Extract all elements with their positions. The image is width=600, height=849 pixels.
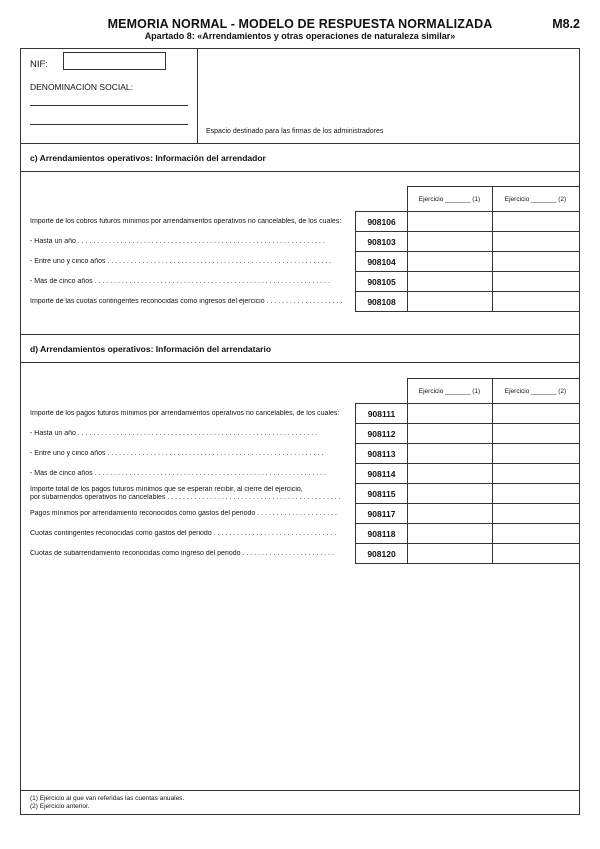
nif-field[interactable]	[63, 52, 166, 70]
row-code: 908104	[355, 251, 408, 272]
footnotes	[30, 795, 184, 811]
row-code: 908103	[355, 231, 408, 252]
nif-label: NIF:	[30, 59, 48, 70]
denominacion-line-2[interactable]	[30, 124, 188, 125]
row-label: Importe de las cuotas contingentes reconocidas como ingresos del ejercicio . . . . . . . . . . . . . . . . . . . .	[30, 298, 343, 305]
value-cell-ejercicio-2[interactable]	[493, 504, 579, 523]
col-ejercicio-2: Ejercicio _______ (2)	[504, 196, 567, 203]
row-code: 908113	[355, 443, 408, 464]
separator	[407, 378, 579, 379]
row-code: 908115	[355, 483, 408, 504]
separator	[20, 171, 580, 172]
row-label: Cuotas contingentes reconocidas como gastos del periodo . . . . . . . . . . . . . . . . . . . . . . . . . . . . . . . .	[30, 530, 337, 537]
separator	[579, 186, 580, 311]
value-cell-ejercicio-1[interactable]	[408, 484, 492, 503]
denominacion-label: DENOMINACIÓN SOCIAL:	[30, 82, 133, 92]
separator	[20, 143, 580, 144]
page-subtitle: Apartado 8: «Arrendamientos y otras operaciones de naturaleza similar»	[144, 31, 456, 41]
row-label: - Hasta un año . . . . . . . . . . . . . . . . . . . . . . . . . . . . . . . . . . . . . . . . . . . . . . . . . . . . . . . . . . . . . . . .	[30, 238, 325, 245]
separator	[20, 362, 580, 363]
value-cell-ejercicio-2[interactable]	[493, 444, 579, 463]
row-code: 908106	[355, 211, 408, 232]
row-label: Cuotas de subarrendamiento reconocidas como ingreso del periodo . . . . . . . . . . . . . . . . . . . . . . . .	[30, 550, 334, 557]
value-cell-ejercicio-2[interactable]	[493, 252, 579, 271]
value-cell-ejercicio-2[interactable]	[493, 544, 579, 563]
row-label-continued: por subarriendos operativos no cancelables . . . . . . . . . . . . . . . . . . . . . . . . . . . . . . . . . . . . . . . . . . . . .	[30, 494, 341, 501]
value-cell-ejercicio-2[interactable]	[493, 272, 579, 291]
identity-divider	[197, 48, 198, 143]
row-label: Importe de los cobros futuros mínimos por arrendamientos operativos no cancelables, de los cuales:	[30, 218, 342, 225]
col-ejercicio-1: Ejercicio _______ (1)	[418, 196, 481, 203]
value-cell-ejercicio-1[interactable]	[408, 504, 492, 523]
page-title: MEMORIA NORMAL - MODELO DE RESPUESTA NORMALIZADA	[107, 17, 493, 31]
row-label: - Hasta un año . . . . . . . . . . . . . . . . . . . . . . . . . . . . . . . . . . . . . . . . . . . . . . . . . . . . . . . . . . . . . .	[30, 430, 318, 437]
value-cell-ejercicio-2[interactable]	[493, 524, 579, 543]
row-code: 908120	[355, 543, 408, 564]
row-label: - Entre uno y cinco años . . . . . . . . . . . . . . . . . . . . . . . . . . . . . . . . . . . . . . . . . . . . . . . . . . . . . . . .	[30, 450, 324, 457]
value-cell-ejercicio-2[interactable]	[493, 404, 579, 423]
row-code: 908108	[355, 291, 408, 312]
row-code: 908111	[355, 403, 408, 424]
value-cell-ejercicio-1[interactable]	[408, 464, 492, 483]
value-cell-ejercicio-2[interactable]	[493, 212, 579, 231]
section-c-title: c) Arrendamientos operativos: Información del arrendador	[30, 153, 266, 163]
value-cell-ejercicio-1[interactable]	[408, 424, 492, 443]
value-cell-ejercicio-2[interactable]	[493, 232, 579, 251]
firmas-label: Espacio destinado para las firmas de los administradores	[206, 128, 384, 135]
value-cell-ejercicio-1[interactable]	[408, 444, 492, 463]
value-cell-ejercicio-1[interactable]	[408, 272, 492, 291]
row-label: Importe total de los pagos futuros mínimos que se esperan recibir, al cierre del ejercicio,	[30, 486, 303, 493]
value-cell-ejercicio-1[interactable]	[408, 232, 492, 251]
denominacion-line-1[interactable]	[30, 105, 188, 106]
row-label: - Más de cinco años . . . . . . . . . . . . . . . . . . . . . . . . . . . . . . . . . . . . . . . . . . . . . . . . . . . . . . . . . . . . .	[30, 278, 330, 285]
row-label: - Más de cinco años . . . . . . . . . . . . . . . . . . . . . . . . . . . . . . . . . . . . . . . . . . . . . . . . . . . . . . . . . . . .	[30, 470, 327, 477]
row-code: 908118	[355, 523, 408, 544]
section-d-title: d) Arrendamientos operativos: Información del arrendatario	[30, 344, 272, 354]
value-cell-ejercicio-1[interactable]	[408, 292, 492, 311]
separator	[20, 334, 580, 335]
value-cell-ejercicio-2[interactable]	[493, 484, 579, 503]
footnote-2: (2) Ejercicio anterior.	[30, 803, 90, 810]
row-code: 908105	[355, 271, 408, 292]
value-cell-ejercicio-1[interactable]	[408, 252, 492, 271]
separator	[20, 790, 580, 791]
col-ejercicio-2: Ejercicio _______ (2)	[504, 388, 567, 395]
value-cell-ejercicio-1[interactable]	[408, 404, 492, 423]
row-code: 908117	[355, 503, 408, 524]
row-code: 908114	[355, 463, 408, 484]
footnote-1: (1) Ejercicio al que van referidas las cuentas anuales.	[30, 795, 185, 802]
value-cell-ejercicio-1[interactable]	[408, 212, 492, 231]
col-ejercicio-1: Ejercicio _______ (1)	[418, 388, 481, 395]
separator	[579, 378, 580, 563]
value-cell-ejercicio-2[interactable]	[493, 424, 579, 443]
value-cell-ejercicio-1[interactable]	[408, 544, 492, 563]
row-label: - Entre uno y cinco años . . . . . . . . . . . . . . . . . . . . . . . . . . . . . . . . . . . . . . . . . . . . . . . . . . . . . . . . . .	[30, 258, 332, 265]
value-cell-ejercicio-2[interactable]	[493, 292, 579, 311]
form-code: M8.2	[552, 17, 580, 31]
row-label: Importe de los pagos futuros mínimos por arrendamientos operativos no cancelables, de los cuales:	[30, 410, 340, 417]
row-code: 908112	[355, 423, 408, 444]
value-cell-ejercicio-2[interactable]	[493, 464, 579, 483]
value-cell-ejercicio-1[interactable]	[408, 524, 492, 543]
separator	[407, 186, 579, 187]
row-label: Pagos mínimos por arrendamiento reconocidos como gastos del periodo . . . . . . . . . . . . . . . . . . . . .	[30, 510, 337, 517]
